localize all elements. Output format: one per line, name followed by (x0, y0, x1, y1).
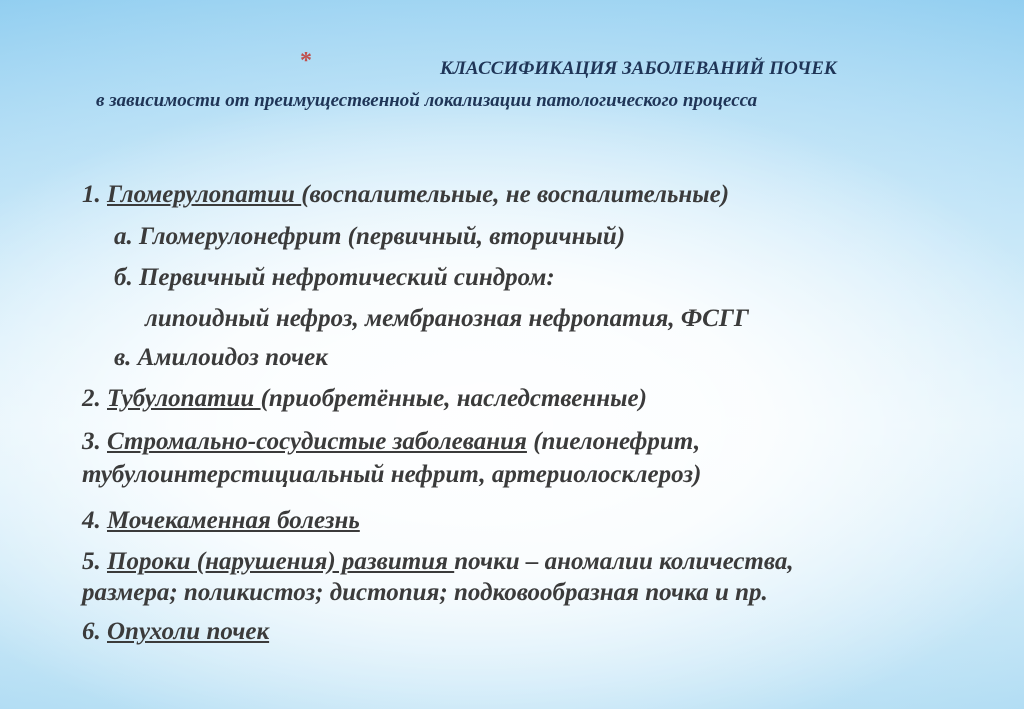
list-item-1a: а. Гломерулонефрит (первичный, вторичный) (114, 223, 626, 250)
title-main: КЛАССИФИКАЦИЯ ЗАБОЛЕВАНИЙ ПОЧЕК (440, 58, 837, 79)
title-subtitle: в зависимости от преимущественной локализации патологического процесса (96, 90, 758, 111)
term-urolithiasis: Мочекаменная болезнь (107, 507, 360, 534)
list-item-3-continued: тубулоинтерстициальный нефрит, артериолосклероз) (82, 461, 702, 488)
asterisk-bullet-icon: * (300, 48, 312, 74)
term-malformations: Пороки (нарушения) развития (107, 548, 455, 575)
list-item-1: 1. Гломерулопатии (воспалительные, не воспалительные) (82, 181, 730, 208)
term-kidney-tumors: Опухоли почек (107, 618, 270, 645)
list-item-1b-detail: липоидный нефроз, мембранозная нефропатия, ФСГГ (145, 305, 750, 332)
term-stromal-vascular: Стромально-сосудистые заболевания (107, 428, 527, 455)
list-item-5-continued: размера; поликистоз; дистопия; подковообразная почка и пр. (82, 579, 768, 606)
list-item-2: 2. Тубулопатии (приобретённые, наследственные) (82, 385, 647, 412)
list-item-3: 3. Стромально-сосудистые заболевания (пиелонефрит, (82, 428, 701, 455)
list-item-4: 4. Мочекаменная болезнь (82, 507, 360, 534)
list-item-6: 6. Опухоли почек (82, 618, 270, 645)
term-glomerulopathy: Гломерулопатии (107, 181, 302, 208)
list-item-5: 5. Пороки (нарушения) развития почки – аномалии количества, (82, 548, 794, 575)
list-item-1b: б. Первичный нефротический синдром: (114, 264, 555, 291)
list-item-1c: в. Амилоидоз почек (114, 344, 328, 371)
term-tubulopathy: Тубулопатии (107, 385, 261, 412)
